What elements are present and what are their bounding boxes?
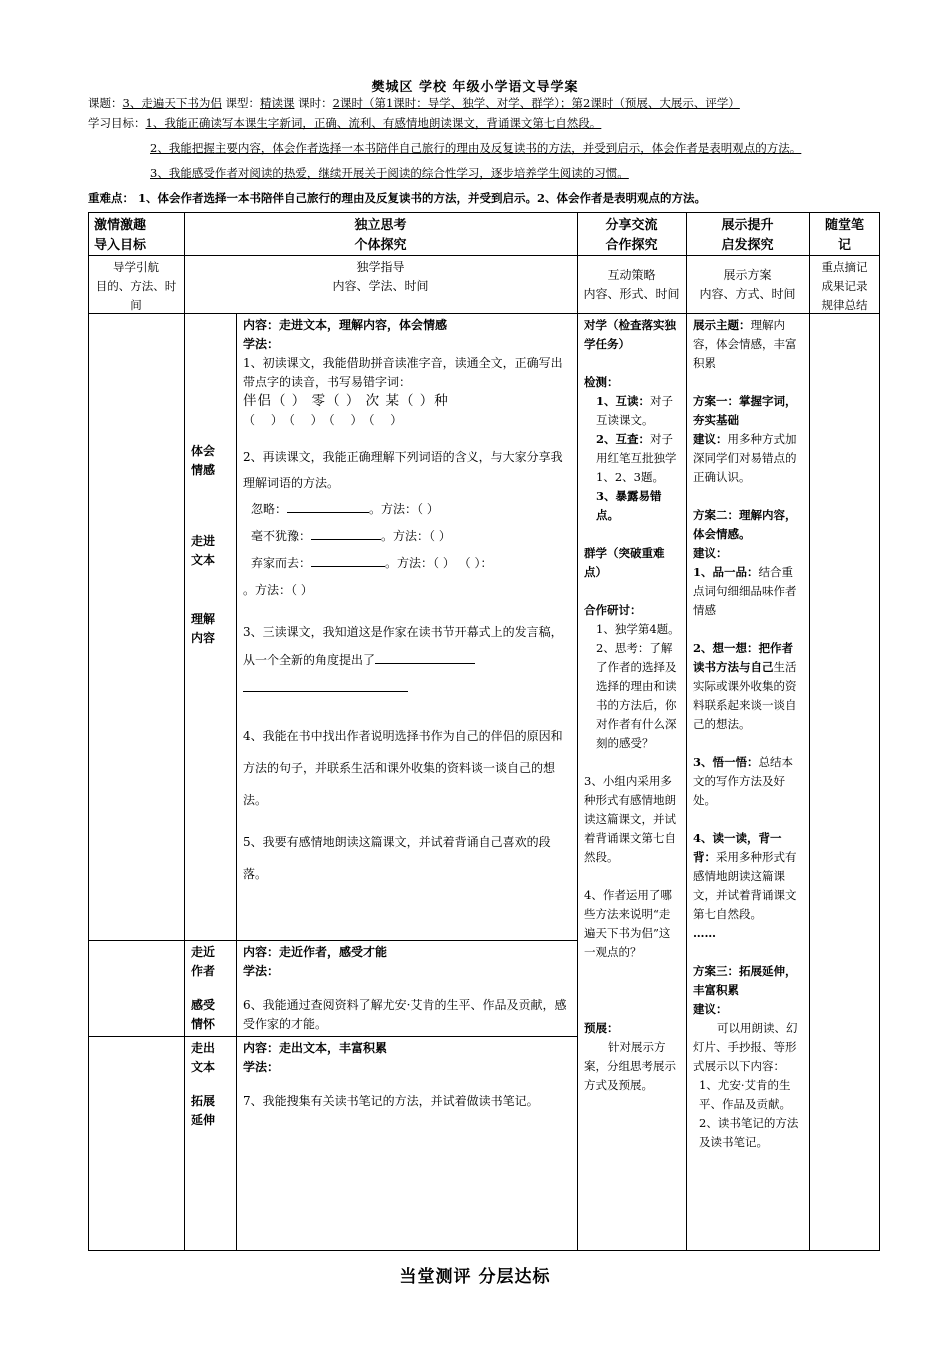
word-row-2 [243,523,572,550]
subheader-col-1-line-2: 目的、方法、时 [95,279,177,293]
subheader-col-5-line-2: 成果记录 [821,279,868,293]
header-col-3 [577,214,686,258]
question-3 [243,618,572,674]
duixue-title: 对学（检查落实独学任务） [584,318,676,351]
plan-1-suggest-label: 建议： [693,432,728,446]
theme-label: 展示主题： [693,318,751,332]
activity-4-text: 采用多种形式有感情地朗读这篇课文，并试着背诵课文第七自然段。 [693,850,797,921]
item-1-label: 1、互读： [596,394,651,408]
column-4-content [688,314,809,1154]
subheader-col-4-line-1: 展示方案 [723,268,772,282]
word-1: 忽略： [251,502,288,516]
plan-1-suggest: 用多种方式加深同学们对易错点的正确认识。 [693,432,797,484]
header-col-1-line-2: 导入目标 [94,238,147,253]
plan-2-title: 方案二：理解内容，体会情感。 [693,508,797,541]
subheader-col-1-line-1: 导学引航 [113,260,159,274]
word-1-blank[interactable] [287,499,369,513]
header-col-5-line-2: 记 [837,238,851,253]
hezuo-title: 合作研讨： [584,603,642,617]
plan-3-suggest-label: 建议： [693,1002,728,1016]
subheader-col-2-line-1: 独学指导 [356,260,405,274]
type-value: 精读课 [259,96,295,110]
plan-3-item-2: 2、读书笔记的方法及读书笔记。 [699,1116,799,1149]
question-1-words: 伴侣（ ） 零（ ） 次 某（ ）种 [243,393,449,409]
section-2-method: 学法： [243,964,280,978]
plan-3-suggest: 可以用朗读、幻灯片、手抄报、等形式展示以下内容： [693,1021,798,1073]
activity-3-text: 总结本文的写作方法及好处。 [693,755,794,807]
item-1-text: 对子互读课文。 [596,394,674,427]
subheader-col-1 [88,256,184,317]
word-row-3 [243,550,572,577]
section-3-content [238,1037,577,1113]
header-col-2-line-1: 独立思考 [354,218,407,233]
subheader-col-3 [577,264,686,306]
group-4: 4、作者运用了哪些方法来说明“走遍天下书为侣”这一观点的？ [584,888,672,959]
theme-text: 理解内容，体会情感，丰富积累 [693,318,797,370]
goals-label: 学习目标： [88,116,146,130]
section-1-labels [186,440,236,650]
type-label: 课型： [225,96,260,110]
section-1-title: 内容：走进文本，理解内容，体会情感 [243,318,448,332]
word-row-1 [243,496,572,523]
section-2-labels [186,941,236,1036]
subheader-col-3-line-1: 互动策略 [607,268,656,282]
label-neirong: 内容 [191,631,216,645]
qunxue-title: 群学（突破重难点） [584,546,665,579]
label-wenben-2: 文本 [191,1060,216,1074]
plan-2-suggest-label: 建议： [693,546,728,560]
word-3-method-tail: 。方法：（ ） [243,583,313,597]
label-tuozhan: 拓展 [191,1094,216,1108]
group-2: 2、思考：了解了作者的选择及选择的理由和读书的方法后，你对作者有什么深刻的感受？ [596,641,677,750]
header-col-3-line-2: 合作探究 [605,238,658,253]
label-ganshou: 感受 [191,998,216,1012]
activity-1-label: 1、品一品： [693,565,759,579]
question-5: 5、我要有感情地朗读这篇课文，并试着背诵自己喜欢的段落。 [243,835,551,881]
yuzhan-title: 预展： [584,1021,619,1035]
label-zouchu: 走出 [191,1041,216,1055]
ellipsis: …… [693,926,716,940]
question-4: 4、我能在书中找出作者说明选择书作为自己的伴侣的原因和方法的句子，并联系生活和课外收集的资料谈一谈自己的想法。 [243,729,563,807]
subheader-col-1-line-3: 间 [130,298,142,312]
question-7: 7、我能搜集有关读书笔记的方法，并试着做读书笔记。 [243,1094,539,1108]
goal-2: 2、我能把握主要内容，体会作者选择一本书陪伴自己旅行的理由及反复读书的方法，并受到启示，体会作者是表明观点的方法。 [150,141,802,155]
label-qinggan: 情感 [191,463,216,477]
activity-3-label: 3、悟一悟： [693,755,759,769]
plan-3-title: 方案三：拓展延伸，丰富积累 [693,964,797,997]
question-3-blank-1[interactable] [375,650,475,664]
activity-1-text: 结合重点词句细细品味作者情感 [693,565,797,617]
activity-2-text: 生活实际或课外收集的资料联系起来谈一谈自己的想法。 [693,660,797,731]
header-col-4-line-2: 启发探究 [721,238,774,253]
section-1-content [238,314,577,892]
subheader-col-4 [686,264,809,306]
header-col-5-line-1: 随堂笔 [824,218,864,233]
subheader-col-2 [184,256,577,298]
section-3-title: 内容：走出文本，丰富积累 [243,1041,388,1055]
activity-2-label: 2、想一想：把作者读书方法与自己 [693,641,794,674]
plan-1-title: 方案一：掌握字词，夯实基础 [693,394,797,427]
jiance-title: 检测： [584,375,619,389]
topic-name: 3、走遍天下书为侣 [122,96,222,110]
item-3: 3、暴露易错点。 [596,489,662,522]
goal-3: 3、我能感受作者对阅读的热爱，继续开展关于阅读的综合性学习，逐步培养学生阅读的习惯。 [150,166,629,180]
header-col-1 [88,214,184,258]
question-1-blanks: （ ）（ ）（ ）（ ） [243,413,409,427]
group-1: 1、独学第4题。 [596,622,680,636]
label-zuozhe: 作者 [191,964,216,978]
subheader-col-4-line-2: 内容、方式、时间 [699,287,796,301]
word-2: 毫不犹豫： [251,529,312,543]
question-3-blank-2[interactable] [243,678,408,692]
header-col-4-line-1: 展示提升 [721,218,774,233]
subheader-col-2-line-2: 内容、学法、时间 [332,279,429,293]
yuzhan-text: 针对展示方案，分组思考展示方式及预展。 [584,1040,676,1092]
label-zoujin-author: 走近 [191,945,216,959]
item-2-text: 对子用红笔互批独学1、2、3题。 [596,432,677,484]
label-zoujin: 走进 [191,534,216,548]
subheader-col-5-line-1: 重点摘记 [821,260,868,274]
question-6: 6、我能通过查阅资料了解尤安·艾肯的生平、作品及贡献，感受作家的才能。 [243,998,567,1031]
page-title: 樊城区 学校 年级小学语文导学案 [371,80,579,95]
word-3-method: 。方法：（ ） （ ）： [385,556,493,570]
plan-3-item-1: 1、尤安·艾肯的生平、作品及贡献。 [699,1078,791,1111]
word-3-blank[interactable] [311,553,385,567]
hours-label: 课时： [298,96,333,110]
question-2: 2、再读课文，我能正确理解下列词语的含义，与大家分享我理解词语的方法。 [243,450,563,490]
header-col-5 [809,214,880,258]
header-col-3-line-1: 分享交流 [605,218,658,233]
label-wenben: 文本 [191,553,216,567]
header-col-4 [686,214,809,258]
hours-value: 2课时（第1课时：导学、独学、对学、群学）；第2课时（预展、大展示、评学） [332,96,740,110]
label-yanshen: 延伸 [191,1113,216,1127]
goal-1: 1、我能正确读写本课生字新词，正确、流利、有感情地朗读课文，背诵课文第七自然段。 [145,116,602,130]
word-3: 弃家而去： [251,556,312,570]
section-heading-test: 当堂测评 分层达标 [399,1267,551,1287]
section-3-method: 学法： [243,1060,280,1074]
word-1-method: 。方法：（ ） [369,502,439,516]
question-3-text: 3、三读课文，我知道这是作家在读书节开幕式上的发言稿，从一个全新的角度提出了 [243,625,563,667]
topic-prefix: 课题： [88,96,123,110]
label-lijie: 理解 [191,612,216,626]
label-tihui: 体会 [191,444,216,458]
key-points: 重难点： 1、体会作者选择一本书陪伴自己旅行的理由及反复读书的方法，并受到启示。2、体会作者是表明观点的方法。 [88,191,707,205]
column-3-content [579,314,686,1097]
section-2-content [238,941,577,1036]
word-2-blank[interactable] [311,526,381,540]
section-1-method: 学法： [243,337,280,351]
header-col-1-line-1: 激情激趣 [94,218,147,233]
subheader-col-3-line-2: 内容、形式、时间 [583,287,680,301]
activity-4-label: 4、读一读，背一背： [693,831,782,864]
word-2-method: 。方法：（ ） [381,529,451,543]
section-2-title: 内容：走近作者，感受才能 [243,945,388,959]
subheader-col-5-line-3: 规律总结 [821,298,868,312]
subheader-col-5 [809,256,880,317]
item-2-label: 2、互查： [596,432,651,446]
label-qinghuai: 情怀 [191,1017,216,1031]
header-col-2 [184,214,577,258]
group-3: 3、小组内采用多种形式有感情地朗读这篇课文，并试着背诵课文第七自然段。 [584,774,676,864]
question-1: 1、初读课文，我能借助拼音读准字音，读通全文，正确写出带点字的读音，书写易错字词： [243,356,563,389]
header-col-2-line-2: 个体探究 [354,238,407,253]
section-3-labels [186,1037,236,1132]
